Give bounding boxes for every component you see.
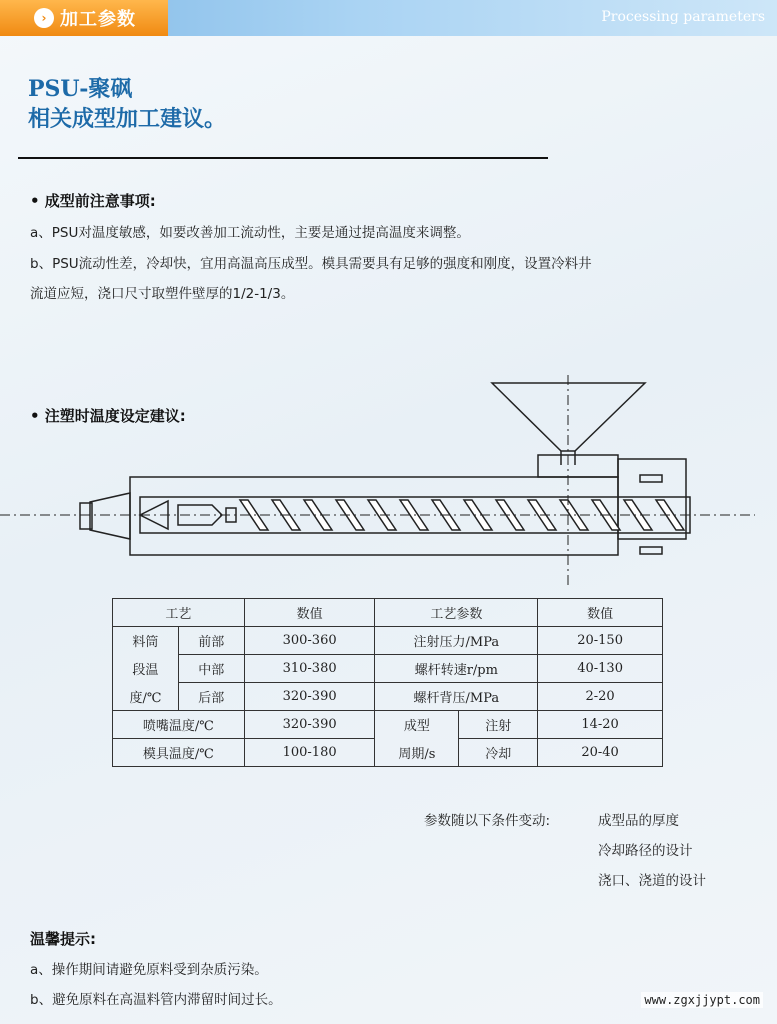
header-bar — [0, 0, 777, 36]
table-row — [113, 739, 663, 767]
cycle-label-cell: 周期/s — [375, 739, 459, 767]
tips-title: 温馨提示: — [30, 930, 96, 948]
precaution-item-b-line1: b、PSU流动性差，冷却快，宜用高温高压成型。模具需要具有足够的强度和刚度，设置冷料井 — [30, 256, 592, 272]
table-row — [113, 711, 663, 739]
table-row — [113, 627, 663, 655]
table-header-cell: 数值 — [538, 599, 663, 627]
table-row — [113, 655, 663, 683]
param-value-cell: 20-150 — [538, 627, 663, 655]
inject-label-cell: 注射 — [459, 711, 538, 739]
value-cell: 320-390 — [244, 683, 375, 711]
mold-label-cell: 模具温度/℃ — [113, 739, 245, 767]
precaution-item-a: a、PSU对温度敏感，如要改善加工流动性，主要是通过提高温度来调整。 — [30, 225, 470, 241]
inject-value-cell: 14-20 — [538, 711, 663, 739]
tip-item-b: b、避免原料在高温料管内滞留时间过长。 — [30, 992, 282, 1008]
condition-item: 浇口、浇道的设计 — [598, 873, 706, 889]
cycle-label-cell: 成型 — [375, 711, 459, 739]
table-row — [113, 683, 663, 711]
cool-label-cell: 冷却 — [459, 739, 538, 767]
param-cell: 注射压力/MPa — [375, 627, 538, 655]
table-header-cell: 工艺 — [113, 599, 245, 627]
injection-machine-diagram — [0, 375, 777, 590]
barrel-label-cell: 度/℃ — [113, 683, 179, 711]
barrel-label-cell: 料筒 — [113, 627, 179, 655]
nozzle-label-cell: 喷嘴温度/℃ — [113, 711, 245, 739]
barrel-label-cell: 段温 — [113, 655, 179, 683]
table-row — [113, 599, 663, 627]
param-cell: 螺杆转速r/pm — [375, 655, 538, 683]
zone-cell: 前部 — [178, 627, 244, 655]
page-title-line1: PSU-聚砜 — [28, 76, 133, 102]
conditions-label: 参数随以下条件变动: — [424, 813, 551, 829]
param-value-cell: 2-20 — [538, 683, 663, 711]
section-tab-label: 加工参数 — [60, 9, 136, 30]
title-divider — [18, 157, 548, 159]
condition-item: 冷却路径的设计 — [598, 843, 693, 859]
table-header-cell: 工艺参数 — [375, 599, 538, 627]
parameter-table — [112, 598, 663, 767]
zone-cell: 中部 — [178, 655, 244, 683]
feed-block — [538, 455, 618, 477]
zone-cell: 后部 — [178, 683, 244, 711]
precaution-item-b-line2: 流道应短，浇口尺寸取塑件壁厚的1/2-1/3。 — [30, 286, 295, 302]
mold-value-cell: 100-180 — [244, 739, 375, 767]
value-cell: 300-360 — [244, 627, 375, 655]
condition-item: 成型品的厚度 — [598, 813, 679, 829]
temperature-heading: • 注塑时温度设定建议: — [30, 407, 186, 425]
table-header-cell: 数值 — [244, 599, 375, 627]
cool-value-cell: 20-40 — [538, 739, 663, 767]
tip-item-a: a、操作期间请避免原料受到杂质污染。 — [30, 962, 268, 978]
nozzle — [90, 493, 130, 539]
value-cell: 310-380 — [244, 655, 375, 683]
param-cell: 螺杆背压/MPa — [375, 683, 538, 711]
page-title-line2: 相关成型加工建议。 — [28, 106, 227, 132]
site-watermark: www.zgxjjypt.com — [641, 992, 763, 1008]
nozzle-value-cell: 320-390 — [244, 711, 375, 739]
precautions-heading: • 成型前注意事项: — [30, 192, 156, 210]
header-english-title: Processing parameters — [601, 9, 765, 25]
param-value-cell: 40-130 — [538, 655, 663, 683]
section-tab — [0, 0, 168, 36]
chevron-right-icon: › — [34, 8, 54, 28]
